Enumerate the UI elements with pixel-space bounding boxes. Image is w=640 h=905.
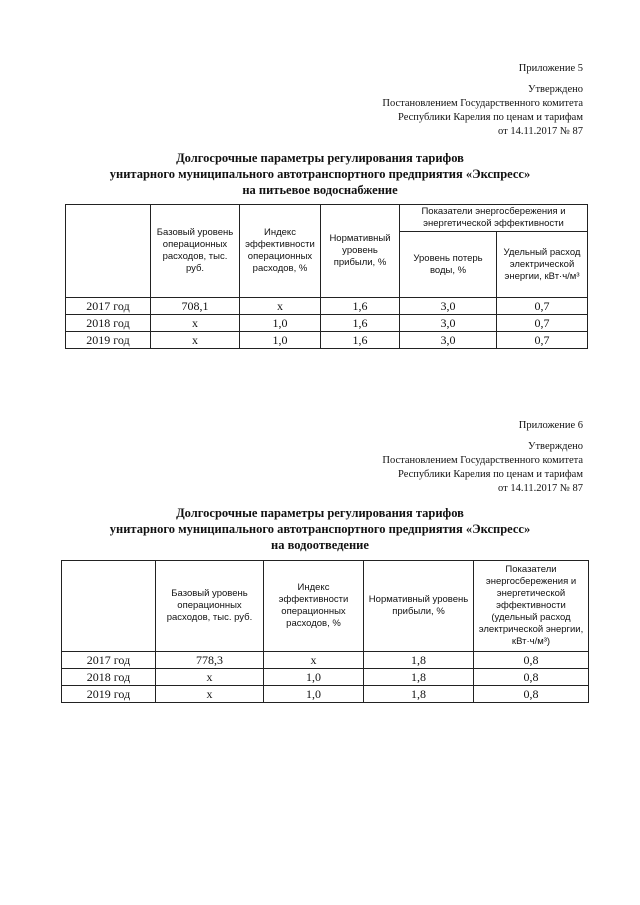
approval-line: Республики Карелия по ценам и тарифам — [398, 469, 583, 480]
title-line: Долгосрочные параметры регулирования тарифов — [176, 151, 464, 165]
header-base-expenses: Базовый уровень операционных расходов, тыс. руб. — [151, 205, 240, 298]
title-line: Долгосрочные параметры регулирования тарифов — [176, 506, 464, 520]
index-cell: 1,0 — [264, 669, 364, 686]
table-6-title — [0, 505, 640, 553]
energy-cell: 0,7 — [497, 315, 588, 332]
year-cell: 2018 год — [66, 315, 151, 332]
year-cell: 2018 год — [62, 669, 156, 686]
title-line: на водоотведение — [271, 538, 369, 552]
table-5-title — [0, 150, 640, 198]
header-profit-level: Нормативный уровень прибыли, % — [364, 561, 474, 652]
base-cell: 708,1 — [151, 298, 240, 315]
base-cell: х — [156, 686, 264, 703]
profit-cell: 1,8 — [364, 652, 474, 669]
energy-cell: 0,7 — [497, 298, 588, 315]
energy-cell: 0,8 — [474, 652, 589, 669]
approval-line: Республики Карелия по ценам и тарифам — [398, 112, 583, 123]
annex-6-header — [382, 419, 583, 496]
header-base-expenses: Базовый уровень операционных расходов, тыс. руб. — [156, 561, 264, 652]
energy-cell: 0,7 — [497, 332, 588, 349]
year-cell: 2017 год — [66, 298, 151, 315]
year-cell: 2017 год — [62, 652, 156, 669]
title-line: унитарного муниципального автотранспортного предприятия «Экспресс» — [109, 167, 531, 181]
header-energy-indicators: Показатели энергосбережения и энергетической эффективности (удельный расход электрической энергии, кВт·ч/м³) — [474, 561, 589, 652]
base-cell: х — [156, 669, 264, 686]
wastewater-table — [61, 560, 589, 703]
table-row — [62, 686, 589, 703]
approved-label: Утверждено — [528, 84, 583, 95]
index-cell: х — [264, 652, 364, 669]
year-cell: 2019 год — [62, 686, 156, 703]
annex-number: Приложение 6 — [518, 420, 583, 431]
index-cell: 1,0 — [240, 315, 321, 332]
index-cell: 1,0 — [240, 332, 321, 349]
title-line: на питьевое водоснабжение — [242, 183, 398, 197]
base-cell: х — [151, 315, 240, 332]
profit-cell: 1,6 — [321, 315, 400, 332]
annex-5-header — [382, 62, 583, 139]
table-row — [66, 315, 588, 332]
loss-cell: 3,0 — [400, 298, 497, 315]
annex-number: Приложение 5 — [518, 63, 583, 74]
profit-cell: 1,8 — [364, 669, 474, 686]
approval-date: от 14.11.2017 № 87 — [498, 483, 583, 494]
loss-cell: 3,0 — [400, 332, 497, 349]
table-row — [62, 652, 589, 669]
approval-line: Постановлением Государственного комитета — [382, 98, 583, 109]
index-cell: 1,0 — [264, 686, 364, 703]
corner-cell — [62, 561, 156, 652]
energy-cell: 0,8 — [474, 669, 589, 686]
index-cell: х — [240, 298, 321, 315]
base-cell: 778,3 — [156, 652, 264, 669]
header-energy-indicators: Показатели энергосбережения и энергетической эффективности — [400, 205, 588, 232]
table-row — [62, 669, 589, 686]
approval-line: Постановлением Государственного комитета — [382, 455, 583, 466]
header-efficiency-index: Индекс эффективности операционных расходов, % — [240, 205, 321, 298]
table-row — [66, 298, 588, 315]
title-line: унитарного муниципального автотранспортного предприятия «Экспресс» — [109, 522, 531, 536]
profit-cell: 1,6 — [321, 332, 400, 349]
header-efficiency-index: Индекс эффективности операционных расходов, % — [264, 561, 364, 652]
table-row — [66, 332, 588, 349]
header-energy-consumption: Удельный расход электрической энергии, кВт·ч/м³ — [497, 232, 588, 298]
header-water-loss: Уровень потерь воды, % — [400, 232, 497, 298]
loss-cell: 3,0 — [400, 315, 497, 332]
water-supply-table — [65, 204, 588, 349]
profit-cell: 1,6 — [321, 298, 400, 315]
corner-cell — [66, 205, 151, 298]
year-cell: 2019 год — [66, 332, 151, 349]
header-profit-level: Нормативный уровень прибыли, % — [321, 205, 400, 298]
approval-date: от 14.11.2017 № 87 — [498, 126, 583, 137]
approved-label: Утверждено — [528, 441, 583, 452]
profit-cell: 1,8 — [364, 686, 474, 703]
energy-cell: 0,8 — [474, 686, 589, 703]
base-cell: х — [151, 332, 240, 349]
